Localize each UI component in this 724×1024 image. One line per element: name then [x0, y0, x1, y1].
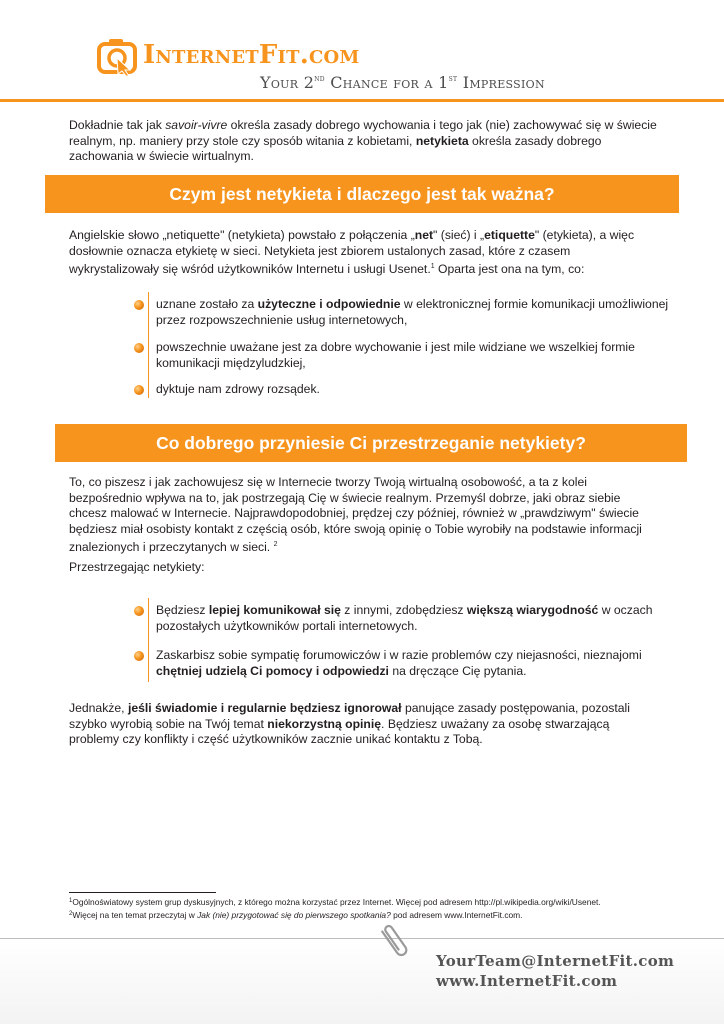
header-divider	[0, 99, 724, 102]
bullet-icon	[134, 300, 144, 310]
list-item: dyktuje nam zdrowy rozsądek.	[134, 382, 674, 398]
bullet-icon	[134, 651, 144, 661]
paperclip-icon	[378, 920, 412, 962]
contact-email[interactable]: YourTeam@InternetFit.com	[436, 952, 675, 970]
section-heading-benefits: Co dobrego przyniesie Ci przestrzeganie netykiety?	[55, 424, 687, 462]
contact-website[interactable]: www.InternetFit.com	[436, 972, 618, 990]
closing-paragraph: Jednakże, jeśli świadomie i regularnie będziesz ignorował panujące zasady postępowania, pozostali szybko wyrobią sobie na Twój temat niekorzystną opinię. Będziesz uważany za osobę stwarzającą problemy czy konflikty i część użytkowników zacznie unikać kontaktu z Tobą.	[69, 701, 630, 747]
footer-divider	[0, 938, 724, 939]
bullet-icon	[134, 343, 144, 353]
list-item: Zaskarbisz sobie sympatię forumowiczów i w razie problemów czy niejasności, nieznajomi chętniej udzielą Ci pomocy i odpowiedzi na dręczące Cię pytania.	[134, 648, 674, 679]
bullet-icon	[134, 385, 144, 395]
section-heading-netiquette: Czym jest netykieta i dlaczego jest tak ważna?	[45, 175, 679, 213]
list-item: uznane zostało za użyteczne i odpowiednie w elektronicznej formie komunikacji umożliwionej przez rozpowszechnienie usług internetowych,	[134, 297, 674, 328]
brand-logo: InternetFit.com	[143, 40, 360, 70]
footnote-1: $^1$Ogólnoświatowy system grup dyskusyjnych, z którego można korzystać przez Internet. Więcej pod adresem http://pl.wikipedia.org/wiki/Usenet.	[69, 897, 601, 907]
section1-paragraph: Angielskie słowo „netiquette" (netykieta) powstało z połączenia „net" (sieć) i „etiquette" (etykieta), a więc dosłownie oznacza etykietę w sieci. Netykieta jest zbiorem ustalonych zasad, które z czasem wykrystalizowały się wśród użytkowników Internetu i usługi Usenet.$^1$ Oparta jest ona na tym, co:	[69, 228, 635, 277]
list-item: powszechnie uważane jest za dobre wychowanie i jest mile widziane we wszelkiej formie komunikacji międzyludzkiej,	[134, 340, 674, 371]
camera-cursor-icon	[96, 36, 138, 76]
footnote-divider	[69, 892, 216, 893]
bullet-icon	[134, 606, 144, 616]
list-item: Będziesz lepiej komunikował się z innymi, zdobędziesz większą wiarygodność w oczach pozostałych użytkowników portali internetowych.	[134, 603, 674, 634]
page-header	[0, 0, 724, 104]
footnote-2: $^2$Więcej na ten temat przeczytaj w Jak (nie) przygotować się do pierwszego spotkania? pod adresem www.InternetFit.com.	[69, 910, 523, 920]
brand-tagline: Your 2nd Chance for a 1st Impression	[260, 73, 545, 92]
section2-paragraph: To, co piszesz i jak zachowujesz się w Internecie tworzy Twoją wirtualną osobowość, a ta z kolei bezpośrednio wpływa na to, jak postrzegają Cię w świecie realnym. Przemyśl dobrze, jaki obraz siebie chcesz malować w Internecie. Najprawdopodobniej, prędzej czy później, również w „prawdziwym" świecie będziesz miał osobisty kontakt z częścią osób, które swoją opinię o Tobie wyrobiły na podstawie informacji znalezionych i przeczytanych w sieci. $^2$	[69, 475, 642, 555]
intro-paragraph: Dokładnie tak jak savoir-vivre określa zasady dobrego wychowania i tego jak (nie) zachowywać się w świecie realnym, np. maniery przy stole czy sposób witania z kobietami, netykieta określa zasady dobrego zachowania w świecie wirtualnym.	[69, 118, 657, 164]
section2-lead-in: Przestrzegając netykiety:	[69, 560, 205, 574]
